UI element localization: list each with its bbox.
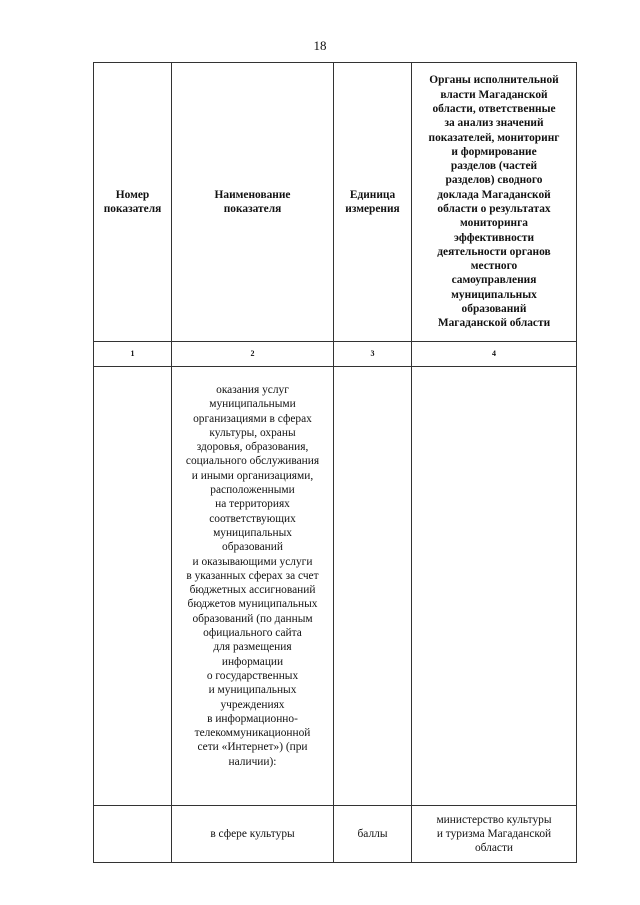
text-line: образований xyxy=(222,541,283,554)
text-line: образований xyxy=(461,303,527,316)
text-line: и муниципальных xyxy=(208,684,297,697)
text-line: министерство культуры xyxy=(436,813,552,826)
text-line: мониторинга xyxy=(460,217,528,230)
column-number: 4 xyxy=(412,342,577,367)
table-row xyxy=(94,806,577,863)
text-line: для размещения xyxy=(213,641,292,654)
text-line: в информационно- xyxy=(207,712,298,725)
text-line: социального обслуживания xyxy=(185,455,320,468)
indicators-table xyxy=(93,62,577,863)
text-line: области о результатах xyxy=(437,203,551,215)
text-line: и оказывающими услуги xyxy=(192,555,313,568)
text-line: соответствующих xyxy=(209,512,296,525)
text-line: организациями в сферах xyxy=(193,412,312,425)
cell-number xyxy=(94,367,172,806)
text-line: муниципальными xyxy=(209,398,296,411)
page-number: 18 xyxy=(313,38,327,53)
text-line: здоровья, образования, xyxy=(196,441,309,454)
text-line: разделов) сводного xyxy=(445,174,543,187)
text-line: Номер xyxy=(115,188,150,201)
text-line: показателей, мониторинг xyxy=(428,131,560,144)
text-line: официального сайта xyxy=(203,627,302,640)
column-number: 3 xyxy=(334,342,412,367)
text-line: деятельности органов xyxy=(437,245,551,258)
text-line: измерения xyxy=(345,203,400,215)
header-indicator-number xyxy=(94,63,172,342)
text-line: культуры, охраны xyxy=(209,426,296,439)
text-line: и туризма Магаданской xyxy=(436,827,552,840)
text-line: наличии): xyxy=(228,755,277,768)
text-line: Магаданской области xyxy=(437,317,551,330)
column-number: 2 xyxy=(172,342,334,367)
text-line: области xyxy=(474,842,514,855)
cell-number xyxy=(94,806,172,863)
text-line: самоуправления xyxy=(451,274,537,287)
text-line: доклада Магаданской xyxy=(437,188,551,201)
text-line: муниципальных xyxy=(213,526,292,539)
header-unit xyxy=(334,63,412,342)
text-line: образований (по данным xyxy=(192,612,313,625)
table-row xyxy=(94,367,577,806)
text-line: бюджетных ассигнований xyxy=(189,584,316,597)
header-indicator-name xyxy=(172,63,334,342)
text-line: телекоммуникационной xyxy=(194,727,311,740)
text-line: бюджетов муниципальных xyxy=(187,598,318,611)
cell-unit xyxy=(334,367,412,806)
text-line: показателя xyxy=(223,203,282,215)
text-line: учреждениях xyxy=(220,698,285,711)
text-line: Единица xyxy=(349,188,396,201)
text-line: на территориях xyxy=(215,498,290,511)
cell-authority xyxy=(412,806,577,863)
text-line: информации xyxy=(221,655,284,668)
text-line: эффективности xyxy=(453,231,535,244)
header-responsible-authorities xyxy=(412,63,577,342)
cell-indicator-name: в сфере культуры xyxy=(172,806,334,863)
text-line: и иными организациями, xyxy=(191,469,314,482)
text-line: Органы исполнительной xyxy=(429,74,559,87)
text-line: расположенными xyxy=(210,484,295,497)
text-line: показателя xyxy=(103,203,162,215)
text-line: за анализ значений xyxy=(444,117,544,130)
text-line: муниципальных xyxy=(451,288,537,301)
table-header-row xyxy=(94,63,577,342)
text-line: области, ответственные xyxy=(432,102,556,115)
text-line: Наименование xyxy=(214,188,291,201)
text-line: разделов (частей xyxy=(450,160,538,173)
text-line: и формирование xyxy=(451,145,537,158)
cell-unit: баллы xyxy=(334,806,412,863)
text-line: о государственных xyxy=(206,669,299,682)
cell-indicator-description xyxy=(172,367,334,806)
column-number: 1 xyxy=(94,342,172,367)
cell-authority xyxy=(412,367,577,806)
column-number-row xyxy=(94,342,577,367)
text-line: оказания услуг xyxy=(216,384,289,396)
text-line: в указанных сферах за счет xyxy=(186,569,319,582)
text-line: сети «Интернет») (при xyxy=(197,741,308,754)
text-line: местного xyxy=(470,260,518,273)
text-line: власти Магаданской xyxy=(440,88,548,101)
